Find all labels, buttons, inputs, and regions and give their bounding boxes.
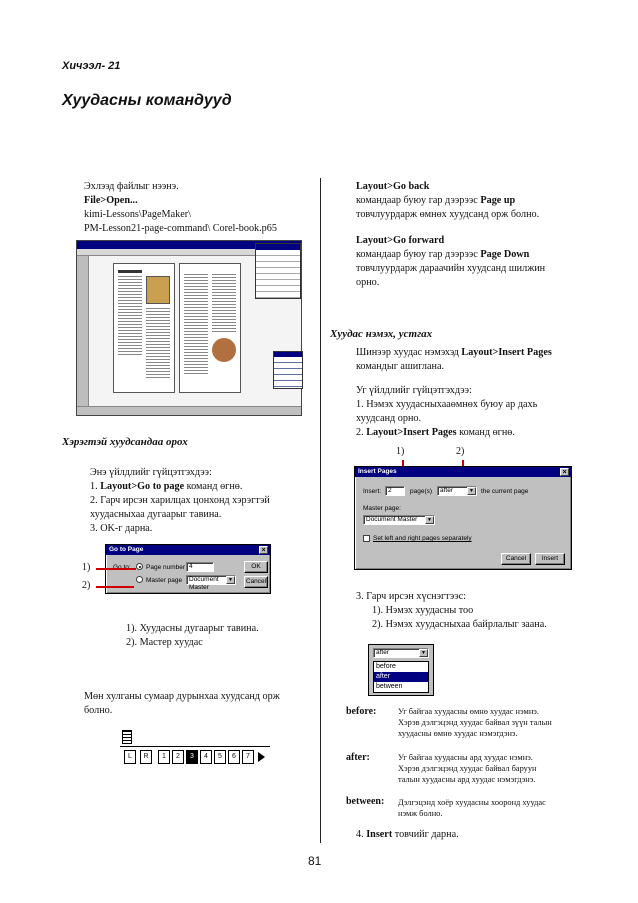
callout-line-1 [96,568,136,570]
page-number-label: Page number [146,564,186,571]
step4-line [356,828,459,842]
step4-prefix: 4. [356,829,367,840]
chevron-down-icon: ▼ [226,576,235,584]
go-forward-line-1 [356,248,529,262]
goto-step-line-5: 3. OK-г дарна. [90,523,153,534]
page-icon-right[interactable]: R [140,750,152,764]
page-icon-7[interactable]: 7 [242,750,254,764]
insert-callout-2: 2) [456,446,465,457]
def-between-line-2: нэмж болно. [398,809,443,818]
page-icon-5[interactable]: 5 [214,750,226,764]
goto-step-2-command: Layout>Go to page [100,481,185,492]
callout-line-2 [96,586,134,588]
pm-palette-bottom [273,351,303,389]
goto-step-line-4: хуудасныхаа дугаарыг тавина. [90,509,222,520]
option-after[interactable]: after [374,672,428,682]
page-icon-4[interactable]: 4 [200,750,212,764]
def-term-between: between: [346,796,385,807]
option-between[interactable]: between [376,683,403,690]
go-back-line-1-prefix: командаар буюу гар дээрээс [356,195,481,206]
master-page-label: Master page [146,577,183,584]
pm-palette-top [255,243,301,299]
insert-intro-command: Layout>Insert Pages [461,347,552,358]
page-icon-2[interactable]: 2 [172,750,184,764]
mouse-text-line-1: Мөн хулганы сумаар дурынхаа хуудсанд орж [84,691,280,702]
master-page-select[interactable] [186,575,236,591]
goto-step-line-1: Энэ үйлдлийг гүйцэтгэхдээ: [90,467,212,478]
go-forward-line-3: орно. [356,277,380,288]
master-page-select[interactable] [363,515,435,525]
dropdown-selected-value: after [376,649,390,656]
def-term-after: after: [346,752,370,763]
chevron-down-icon: ▼ [467,487,476,495]
def-before-line-2: Хэрэв дэлгэцэнд хуудас байвал зүүн талын [398,718,552,727]
go-back-line-2: товчлуурдарж өмнөх хуудсанд орж болно. [356,209,540,220]
chevron-down-icon: ▼ [425,516,434,524]
chevron-down-icon: ▼ [419,649,428,657]
insert-label: Insert: [363,488,382,495]
go-forward-key: Page Down [480,249,530,260]
goto-note-1: 1). Хуудасны дугаарыг тавина. [126,623,259,634]
insert-step-line-1: Уг үйлдлийг гүйцэтгэхдээ: [356,385,472,396]
def-between-line-1: Дэлгэцэнд хоёр хуудасны хооронд хуудас [398,798,546,807]
insert-callout-1: 1) [396,446,405,457]
go-forward-line-1-prefix: командаар буюу гар дээрээс [356,249,481,260]
callout-2: 2) [82,580,91,591]
insert-cancel-button[interactable]: Cancel [501,553,531,565]
insert-intro-prefix: Шинээр хуудас нэмэхэд [356,347,462,358]
current-page-label: the current page [481,488,529,495]
callout-1: 1) [82,562,91,573]
step3-line-2: 1). Нэмэх хуудасны тоо [372,605,474,616]
master-page-label: Master page: [363,505,401,512]
insert-step-line-4 [356,426,515,440]
column-divider [320,178,321,843]
insert-heading: Хуудас нэмэх, устгах [330,328,433,340]
def-before-line-3: хуудасны өмнө хуудас нэмэгдэнэ. [398,729,518,738]
arrow-right-icon[interactable] [258,752,265,762]
intro-line-1: Эхлээд файлыг нээнэ. [84,181,179,192]
goto-heading: Хэрэгтэй хуудсандаа орох [62,436,188,448]
goto-dialog-title: Go to Page [109,546,144,553]
master-page-value: Document Master [189,576,219,591]
go-back-line-1 [356,194,515,208]
step3-line-1: 3. Гарч ирсэн хүснэгтээс: [356,591,466,602]
goto-step-line-3: 2. Гарч ирсэн харилцах цонхонд хэрэгтэй [90,495,270,506]
insert-step-4-command: Layout>Insert Pages [366,427,457,438]
goto-step-2-prefix: 1. [90,481,101,492]
step3-line-3: 2). Нэмэх хуудасныхаа байрлалыг заана. [372,619,547,630]
def-after-line-2: Хэрэв дэлгэцэнд хуудас байвал баруун [398,764,537,773]
goto-step-line-2 [90,480,242,494]
page-icon-6[interactable]: 6 [228,750,240,764]
def-before-line-1: Уг байгаа хуудасны өмнө хуудас нэмнэ. [398,707,539,716]
position-dropdown-snippet [368,644,434,696]
position-dropdown-list [373,661,429,693]
insert-pages-dialog [354,466,572,570]
page-number-input[interactable]: 4 [186,562,214,572]
insert-master-value: Document Master [366,516,418,523]
page-title: Хуудасны командууд [62,92,232,109]
pm-left-page [113,263,175,393]
position-dropdown-field[interactable] [373,648,429,658]
position-value: after [440,487,454,494]
insert-intro-line-1 [356,346,552,360]
pm-toolbox [77,256,89,406]
ok-button[interactable]: OK [244,561,268,573]
insert-step-4-suffix: команд өгнө. [456,427,515,438]
close-icon[interactable]: × [259,546,268,554]
page-icon-1[interactable]: 1 [158,750,170,764]
pagemaker-screenshot [76,240,302,416]
separate-pages-label: Set left and right pages separately [373,535,472,542]
intro-line-3: kimi-Lessons\PageMaker\ [84,209,191,220]
insert-dialog-title-bar [355,467,571,477]
go-back-key: Page up [480,195,516,206]
page-icon-3-current[interactable]: 3 [186,750,198,764]
step4-suffix: товчийг дарна. [392,829,459,840]
intro-line-4: PM-Lesson21-page-command\ Corel-book.p65 [84,223,277,234]
goto-note-2: 2). Мастер хуудас [126,637,203,648]
def-after-line-1: Уг байгаа хуудасны ард хуудас нэмнэ. [398,753,533,762]
def-after-line-3: талын хуудасны ард хуудас нэмэгдэнэ. [398,775,536,784]
position-select[interactable] [437,486,477,496]
separate-pages-checkbox[interactable] [363,535,370,542]
cancel-button[interactable]: Cancel [244,576,268,588]
go-back-title: Layout>Go back [356,181,430,192]
intro-line-2: File>Open... [84,195,138,206]
master-page-radio[interactable] [136,576,143,583]
goto-dialog-title-bar [106,545,270,555]
page-icons-strip [120,728,270,770]
pm-right-page [179,263,241,393]
step4-button-name: Insert [366,829,393,840]
pages-label: page(s) [410,488,433,495]
lesson-label: Хичээл- 21 [62,60,121,72]
page-number-radio[interactable] [136,563,143,570]
insert-step-4-prefix: 2. [356,427,367,438]
go-forward-title: Layout>Go forward [356,235,445,246]
def-term-before: before: [346,706,377,717]
insert-intro-line-2: командыг ашиглана. [356,361,445,372]
page-icon-left[interactable]: L [124,750,136,764]
option-before[interactable]: before [376,663,396,670]
go-forward-line-2: товчлуурдарж дараачийн хуудсанд шилжин [356,263,546,274]
pm-page-bar [77,406,301,415]
scroll-icon [122,730,132,744]
insert-dialog-title: Insert Pages [358,468,397,475]
insert-step-line-3: хуудсанд орно. [356,413,422,424]
page-number: 81 [308,854,322,868]
mouse-text-line-2: болно. [84,705,113,716]
page-count-input[interactable]: 2 [385,486,405,496]
insert-step-line-2: 1. Нэмэх хуудасныхааөмнөх буюу ар дахь [356,399,538,410]
close-icon[interactable]: × [560,468,569,476]
insert-button[interactable]: Insert [535,553,565,565]
goto-step-2-suffix: команд өгнө. [184,481,243,492]
